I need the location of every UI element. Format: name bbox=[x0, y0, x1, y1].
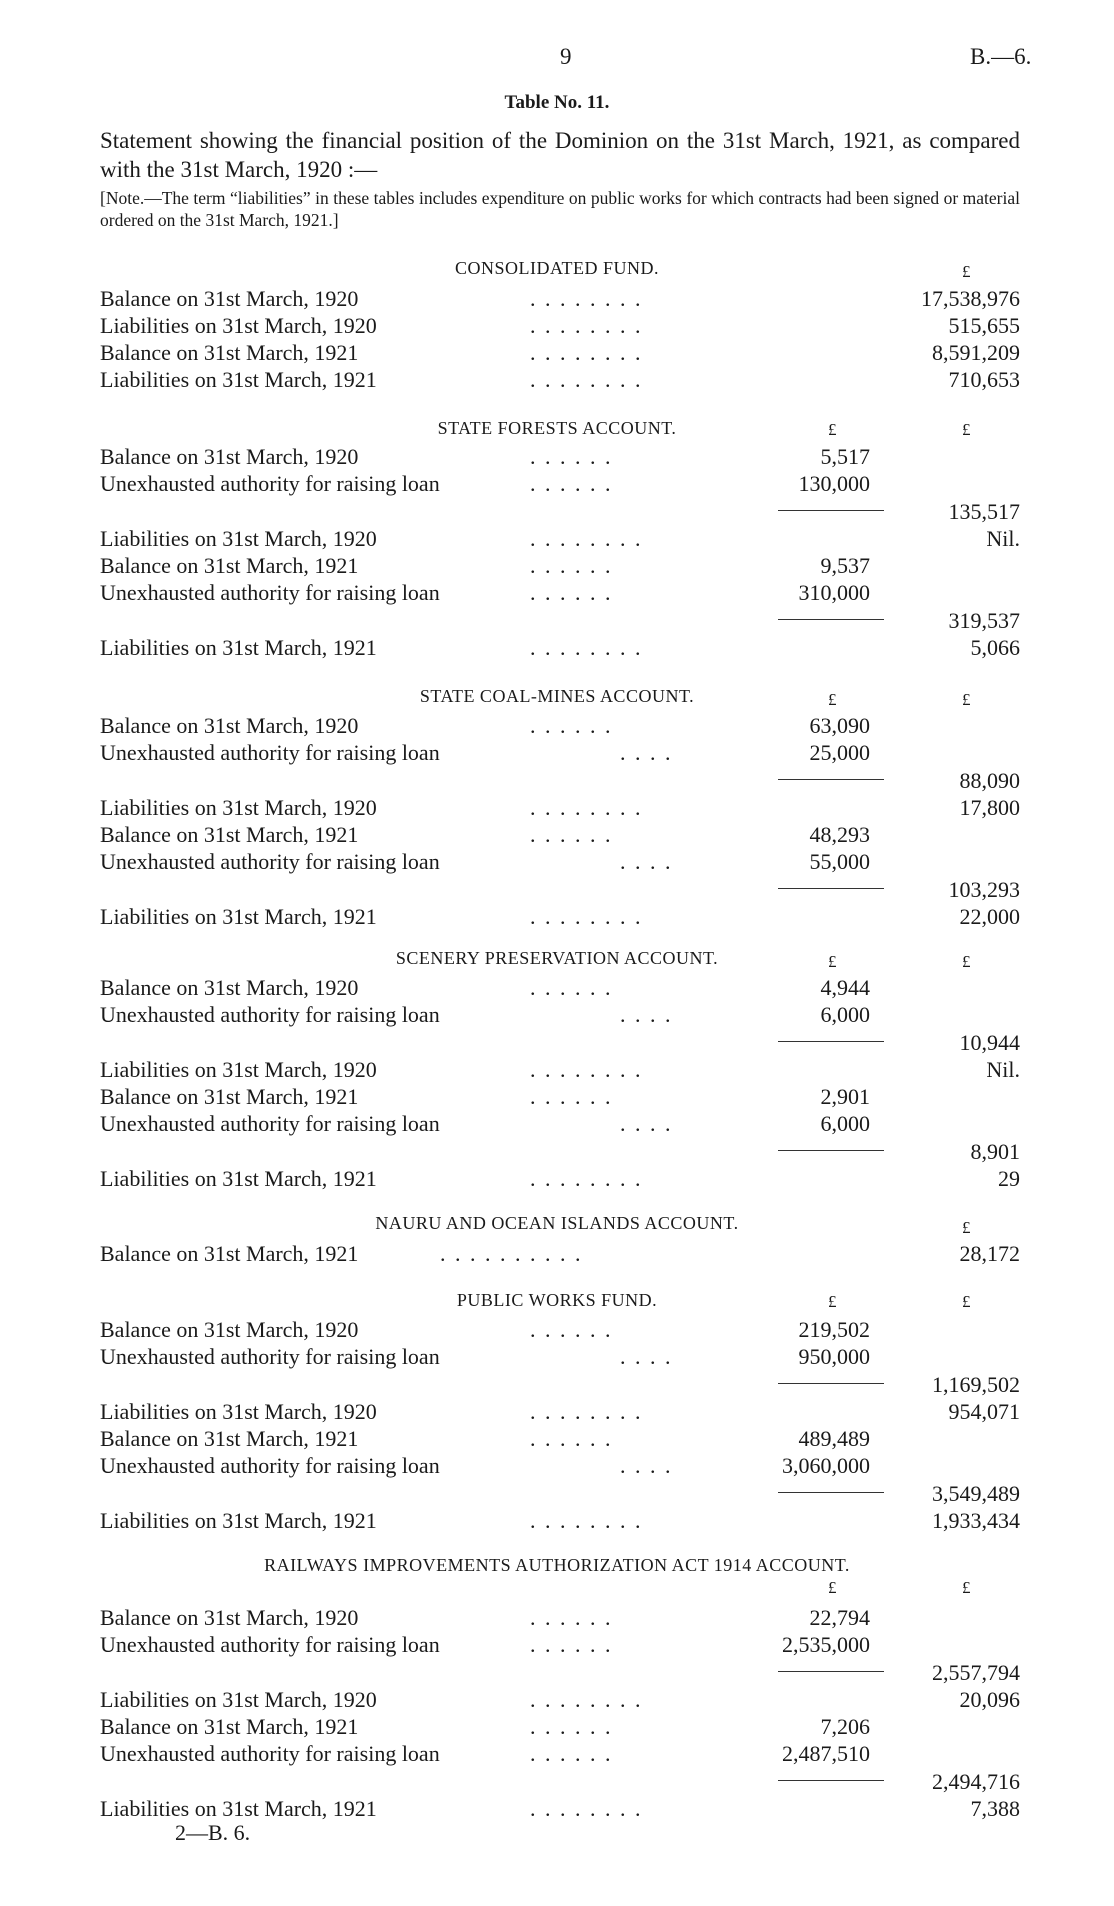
table-row bbox=[100, 1083, 1020, 1110]
table-row bbox=[100, 1659, 1020, 1686]
row-total: Nil. bbox=[986, 526, 1020, 551]
table-row bbox=[100, 312, 1020, 339]
row-value: 55,000 bbox=[809, 849, 870, 874]
row-total: 88,090 bbox=[959, 768, 1020, 793]
table-row bbox=[100, 1795, 1020, 1822]
row-label: Unexhausted authority for raising loan bbox=[100, 849, 440, 874]
table-row bbox=[100, 1110, 1020, 1137]
row-label: Unexhausted authority for raising loan bbox=[100, 471, 440, 496]
row-total: 5,066 bbox=[970, 635, 1020, 660]
leader-dots: . . . . . . . . . . bbox=[440, 1241, 583, 1266]
leader-dots: . . . . . . . . bbox=[530, 795, 643, 820]
row-total: 2,557,794 bbox=[932, 1660, 1020, 1685]
row-total: 710,653 bbox=[948, 367, 1020, 392]
table-row bbox=[100, 739, 1020, 766]
statement-text: Statement showing the financial position of the Dominion on the 31st March, 1921, as compared with the 31st March, 1920 :— bbox=[100, 128, 1020, 182]
row-total: 319,537 bbox=[948, 608, 1020, 633]
table-row bbox=[100, 1740, 1020, 1767]
row-label: Liabilities on 31st March, 1921 bbox=[100, 1508, 377, 1533]
table-row bbox=[100, 1604, 1020, 1631]
leader-dots: . . . . . . bbox=[530, 1084, 613, 1109]
currency-symbol: £ bbox=[828, 952, 837, 971]
row-label: Unexhausted authority for raising loan bbox=[100, 580, 440, 605]
row-value: 3,060,000 bbox=[782, 1453, 870, 1478]
row-total: 2,494,716 bbox=[932, 1769, 1020, 1794]
row-label: Balance on 31st March, 1921 bbox=[100, 1426, 359, 1451]
row-total: 7,388 bbox=[970, 1796, 1020, 1821]
row-total: 8,591,209 bbox=[932, 340, 1020, 365]
footer-signature: 2—B. 6. bbox=[175, 1820, 251, 1845]
row-value: 6,000 bbox=[820, 1111, 870, 1136]
row-value: 9,537 bbox=[820, 553, 870, 578]
row-value: 219,502 bbox=[798, 1317, 870, 1342]
row-label: Balance on 31st March, 1920 bbox=[100, 975, 359, 1000]
row-label: Liabilities on 31st March, 1921 bbox=[100, 1166, 377, 1191]
row-value: 4,944 bbox=[820, 975, 870, 1000]
row-label: Balance on 31st March, 1921 bbox=[100, 1241, 359, 1266]
leader-dots: . . . . . . . . bbox=[530, 340, 643, 365]
table-row bbox=[100, 1425, 1020, 1452]
table-row bbox=[100, 1452, 1020, 1479]
row-value: 48,293 bbox=[809, 822, 870, 847]
row-label: Liabilities on 31st March, 1920 bbox=[100, 313, 377, 338]
row-label: Liabilities on 31st March, 1921 bbox=[100, 1796, 377, 1821]
leader-dots: . . . . . . . . bbox=[530, 526, 643, 551]
row-total: 515,655 bbox=[948, 313, 1020, 338]
leader-dots: . . . . . . bbox=[530, 1317, 613, 1342]
row-total: Nil. bbox=[986, 1057, 1020, 1082]
row-label: Balance on 31st March, 1921 bbox=[100, 553, 359, 578]
leader-dots: . . . . . . . . bbox=[530, 1796, 643, 1821]
row-label: Liabilities on 31st March, 1920 bbox=[100, 795, 377, 820]
leader-dots: . . . . . . . . bbox=[530, 635, 643, 660]
row-value: 310,000 bbox=[798, 580, 870, 605]
row-value: 5,517 bbox=[820, 444, 870, 469]
leader-dots: . . . . . . bbox=[530, 444, 613, 469]
table-row bbox=[100, 974, 1020, 1001]
leader-dots: . . . . . . bbox=[530, 975, 613, 1000]
row-total: 135,517 bbox=[948, 499, 1020, 524]
leader-dots: . . . . bbox=[620, 849, 673, 874]
row-label: Balance on 31st March, 1921 bbox=[100, 822, 359, 847]
table-row bbox=[100, 366, 1020, 393]
table-row bbox=[100, 1001, 1020, 1028]
table-row bbox=[100, 1056, 1020, 1083]
row-label: Balance on 31st March, 1920 bbox=[100, 1605, 359, 1630]
table-row bbox=[100, 443, 1020, 470]
leader-dots: . . . . . . . . bbox=[530, 1166, 643, 1191]
leader-dots: . . . . . . bbox=[530, 1426, 613, 1451]
currency-symbol: £ bbox=[828, 1292, 837, 1311]
leader-dots: . . . . . . . . bbox=[530, 904, 643, 929]
table-row bbox=[100, 767, 1020, 794]
row-label: Balance on 31st March, 1921 bbox=[100, 340, 359, 365]
section-title: STATE FORESTS ACCOUNT. bbox=[437, 418, 677, 438]
row-total: 28,172 bbox=[959, 1241, 1020, 1266]
leader-dots: . . . . . . . . bbox=[530, 1687, 643, 1712]
document-reference: B.—6. bbox=[970, 44, 1032, 69]
section-title: STATE COAL-MINES ACCOUNT. bbox=[419, 686, 695, 706]
table-row bbox=[100, 1507, 1020, 1534]
leader-dots: . . . . . . . . bbox=[530, 286, 643, 311]
row-value: 63,090 bbox=[809, 713, 870, 738]
table-row bbox=[100, 1631, 1020, 1658]
currency-symbol: £ bbox=[828, 420, 837, 439]
row-total: 103,293 bbox=[948, 877, 1020, 902]
row-label: Unexhausted authority for raising loan bbox=[100, 1111, 440, 1136]
row-total: 3,549,489 bbox=[932, 1481, 1020, 1506]
leader-dots: . . . . . . bbox=[530, 1714, 613, 1739]
table-row bbox=[100, 285, 1020, 312]
leader-dots: . . . . bbox=[620, 740, 673, 765]
row-label: Unexhausted authority for raising loan bbox=[100, 740, 440, 765]
leader-dots: . . . . . . . . bbox=[530, 1508, 643, 1533]
leader-dots: . . . . . . . . bbox=[530, 1057, 643, 1082]
row-total: 17,800 bbox=[959, 795, 1020, 820]
leader-dots: . . . . bbox=[620, 1002, 673, 1027]
leader-dots: . . . . . . . . bbox=[530, 367, 643, 392]
row-label: Liabilities on 31st March, 1921 bbox=[100, 904, 377, 929]
row-value: 22,794 bbox=[809, 1605, 870, 1630]
row-total: 10,944 bbox=[959, 1030, 1020, 1055]
row-label: Liabilities on 31st March, 1920 bbox=[100, 1399, 377, 1424]
leader-dots: . . . . . . . . bbox=[530, 313, 643, 338]
row-label: Balance on 31st March, 1921 bbox=[100, 1084, 359, 1109]
table-row bbox=[100, 794, 1020, 821]
table-row bbox=[100, 1343, 1020, 1370]
row-label: Unexhausted authority for raising loan bbox=[100, 1741, 440, 1766]
table-row bbox=[100, 579, 1020, 606]
table-row bbox=[100, 498, 1020, 525]
table-row bbox=[100, 1768, 1020, 1795]
table-row bbox=[100, 607, 1020, 634]
leader-dots: . . . . bbox=[620, 1344, 673, 1369]
row-value: 2,535,000 bbox=[782, 1632, 870, 1657]
currency-symbol: £ bbox=[962, 1578, 971, 1597]
table-row bbox=[100, 1480, 1020, 1507]
note-text: [Note.—The term “liabilities” in these tables includes expenditure on public works for which contracts had been signed or material ordered on the 31st March, 1921.] bbox=[100, 188, 1020, 230]
row-total: 8,901 bbox=[970, 1139, 1020, 1164]
row-label: Unexhausted authority for raising loan bbox=[100, 1632, 440, 1657]
row-label: Balance on 31st March, 1920 bbox=[100, 713, 359, 738]
table-row bbox=[100, 848, 1020, 875]
row-value: 489,489 bbox=[798, 1426, 870, 1451]
row-label: Liabilities on 31st March, 1920 bbox=[100, 526, 377, 551]
row-total: 20,096 bbox=[959, 1687, 1020, 1712]
table-row bbox=[100, 712, 1020, 739]
row-total: 29 bbox=[998, 1166, 1020, 1191]
currency-symbol: £ bbox=[962, 1218, 971, 1237]
row-label: Liabilities on 31st March, 1920 bbox=[100, 1057, 377, 1082]
section-title: SCENERY PRESERVATION ACCOUNT. bbox=[395, 948, 719, 968]
row-label: Balance on 31st March, 1920 bbox=[100, 1317, 359, 1342]
currency-symbol: £ bbox=[828, 690, 837, 709]
row-value: 950,000 bbox=[798, 1344, 870, 1369]
leader-dots: . . . . . . bbox=[530, 580, 613, 605]
row-value: 25,000 bbox=[809, 740, 870, 765]
page-number: 9 bbox=[560, 44, 572, 69]
leader-dots: . . . . bbox=[620, 1453, 673, 1478]
row-total: 17,538,976 bbox=[921, 286, 1020, 311]
row-label: Unexhausted authority for raising loan bbox=[100, 1344, 440, 1369]
table-row bbox=[100, 634, 1020, 661]
leader-dots: . . . . . . bbox=[530, 553, 613, 578]
row-label: Balance on 31st March, 1921 bbox=[100, 1714, 359, 1739]
section-title: NAURU AND OCEAN ISLANDS ACCOUNT. bbox=[375, 1213, 739, 1233]
table-row bbox=[100, 1029, 1020, 1056]
table-title: Table No. 11. bbox=[504, 92, 610, 113]
table-row bbox=[100, 1165, 1020, 1192]
leader-dots: . . . . bbox=[620, 1111, 673, 1136]
section-title: RAILWAYS IMPROVEMENTS AUTHORIZATION ACT 1914 ACCOUNT. bbox=[264, 1555, 850, 1575]
leader-dots: . . . . . . bbox=[530, 822, 613, 847]
row-label: Balance on 31st March, 1920 bbox=[100, 444, 359, 469]
table-row bbox=[100, 339, 1020, 366]
currency-symbol: £ bbox=[962, 1292, 971, 1311]
table-row bbox=[100, 470, 1020, 497]
table-row bbox=[100, 1371, 1020, 1398]
table-row bbox=[100, 1713, 1020, 1740]
table-row bbox=[100, 821, 1020, 848]
leader-dots: . . . . . . bbox=[530, 1632, 613, 1657]
leader-dots: . . . . . . bbox=[530, 713, 613, 738]
row-label: Unexhausted authority for raising loan bbox=[100, 1453, 440, 1478]
currency-symbol: £ bbox=[962, 420, 971, 439]
section-title: PUBLIC WORKS FUND. bbox=[456, 1290, 658, 1310]
currency-symbol: £ bbox=[962, 262, 971, 281]
leader-dots: . . . . . . bbox=[530, 471, 613, 496]
leader-dots: . . . . . . bbox=[530, 1741, 613, 1766]
table-row bbox=[100, 1686, 1020, 1713]
row-total: 1,933,434 bbox=[932, 1508, 1020, 1533]
row-value: 2,487,510 bbox=[782, 1741, 870, 1766]
table-row bbox=[100, 1240, 1020, 1267]
table-row bbox=[100, 1398, 1020, 1425]
row-label: Liabilities on 31st March, 1921 bbox=[100, 635, 377, 660]
row-total: 954,071 bbox=[948, 1399, 1020, 1424]
leader-dots: . . . . . . bbox=[530, 1605, 613, 1630]
table-row bbox=[100, 903, 1020, 930]
currency-symbol: £ bbox=[962, 952, 971, 971]
row-value: 130,000 bbox=[798, 471, 870, 496]
currency-symbol: £ bbox=[828, 1578, 837, 1597]
row-label: Unexhausted authority for raising loan bbox=[100, 1002, 440, 1027]
row-label: Liabilities on 31st March, 1920 bbox=[100, 1687, 377, 1712]
table-row bbox=[100, 552, 1020, 579]
table-row bbox=[100, 876, 1020, 903]
row-value: 2,901 bbox=[820, 1084, 870, 1109]
currency-symbol: £ bbox=[962, 690, 971, 709]
row-value: 7,206 bbox=[820, 1714, 870, 1739]
row-label: Balance on 31st March, 1920 bbox=[100, 286, 359, 311]
row-label: Liabilities on 31st March, 1921 bbox=[100, 367, 377, 392]
row-total: 1,169,502 bbox=[932, 1372, 1020, 1397]
table-row bbox=[100, 1316, 1020, 1343]
row-value: 6,000 bbox=[820, 1002, 870, 1027]
table-row bbox=[100, 525, 1020, 552]
row-total: 22,000 bbox=[959, 904, 1020, 929]
table-row bbox=[100, 1138, 1020, 1165]
section-title: CONSOLIDATED FUND. bbox=[454, 258, 659, 278]
leader-dots: . . . . . . . . bbox=[530, 1399, 643, 1424]
